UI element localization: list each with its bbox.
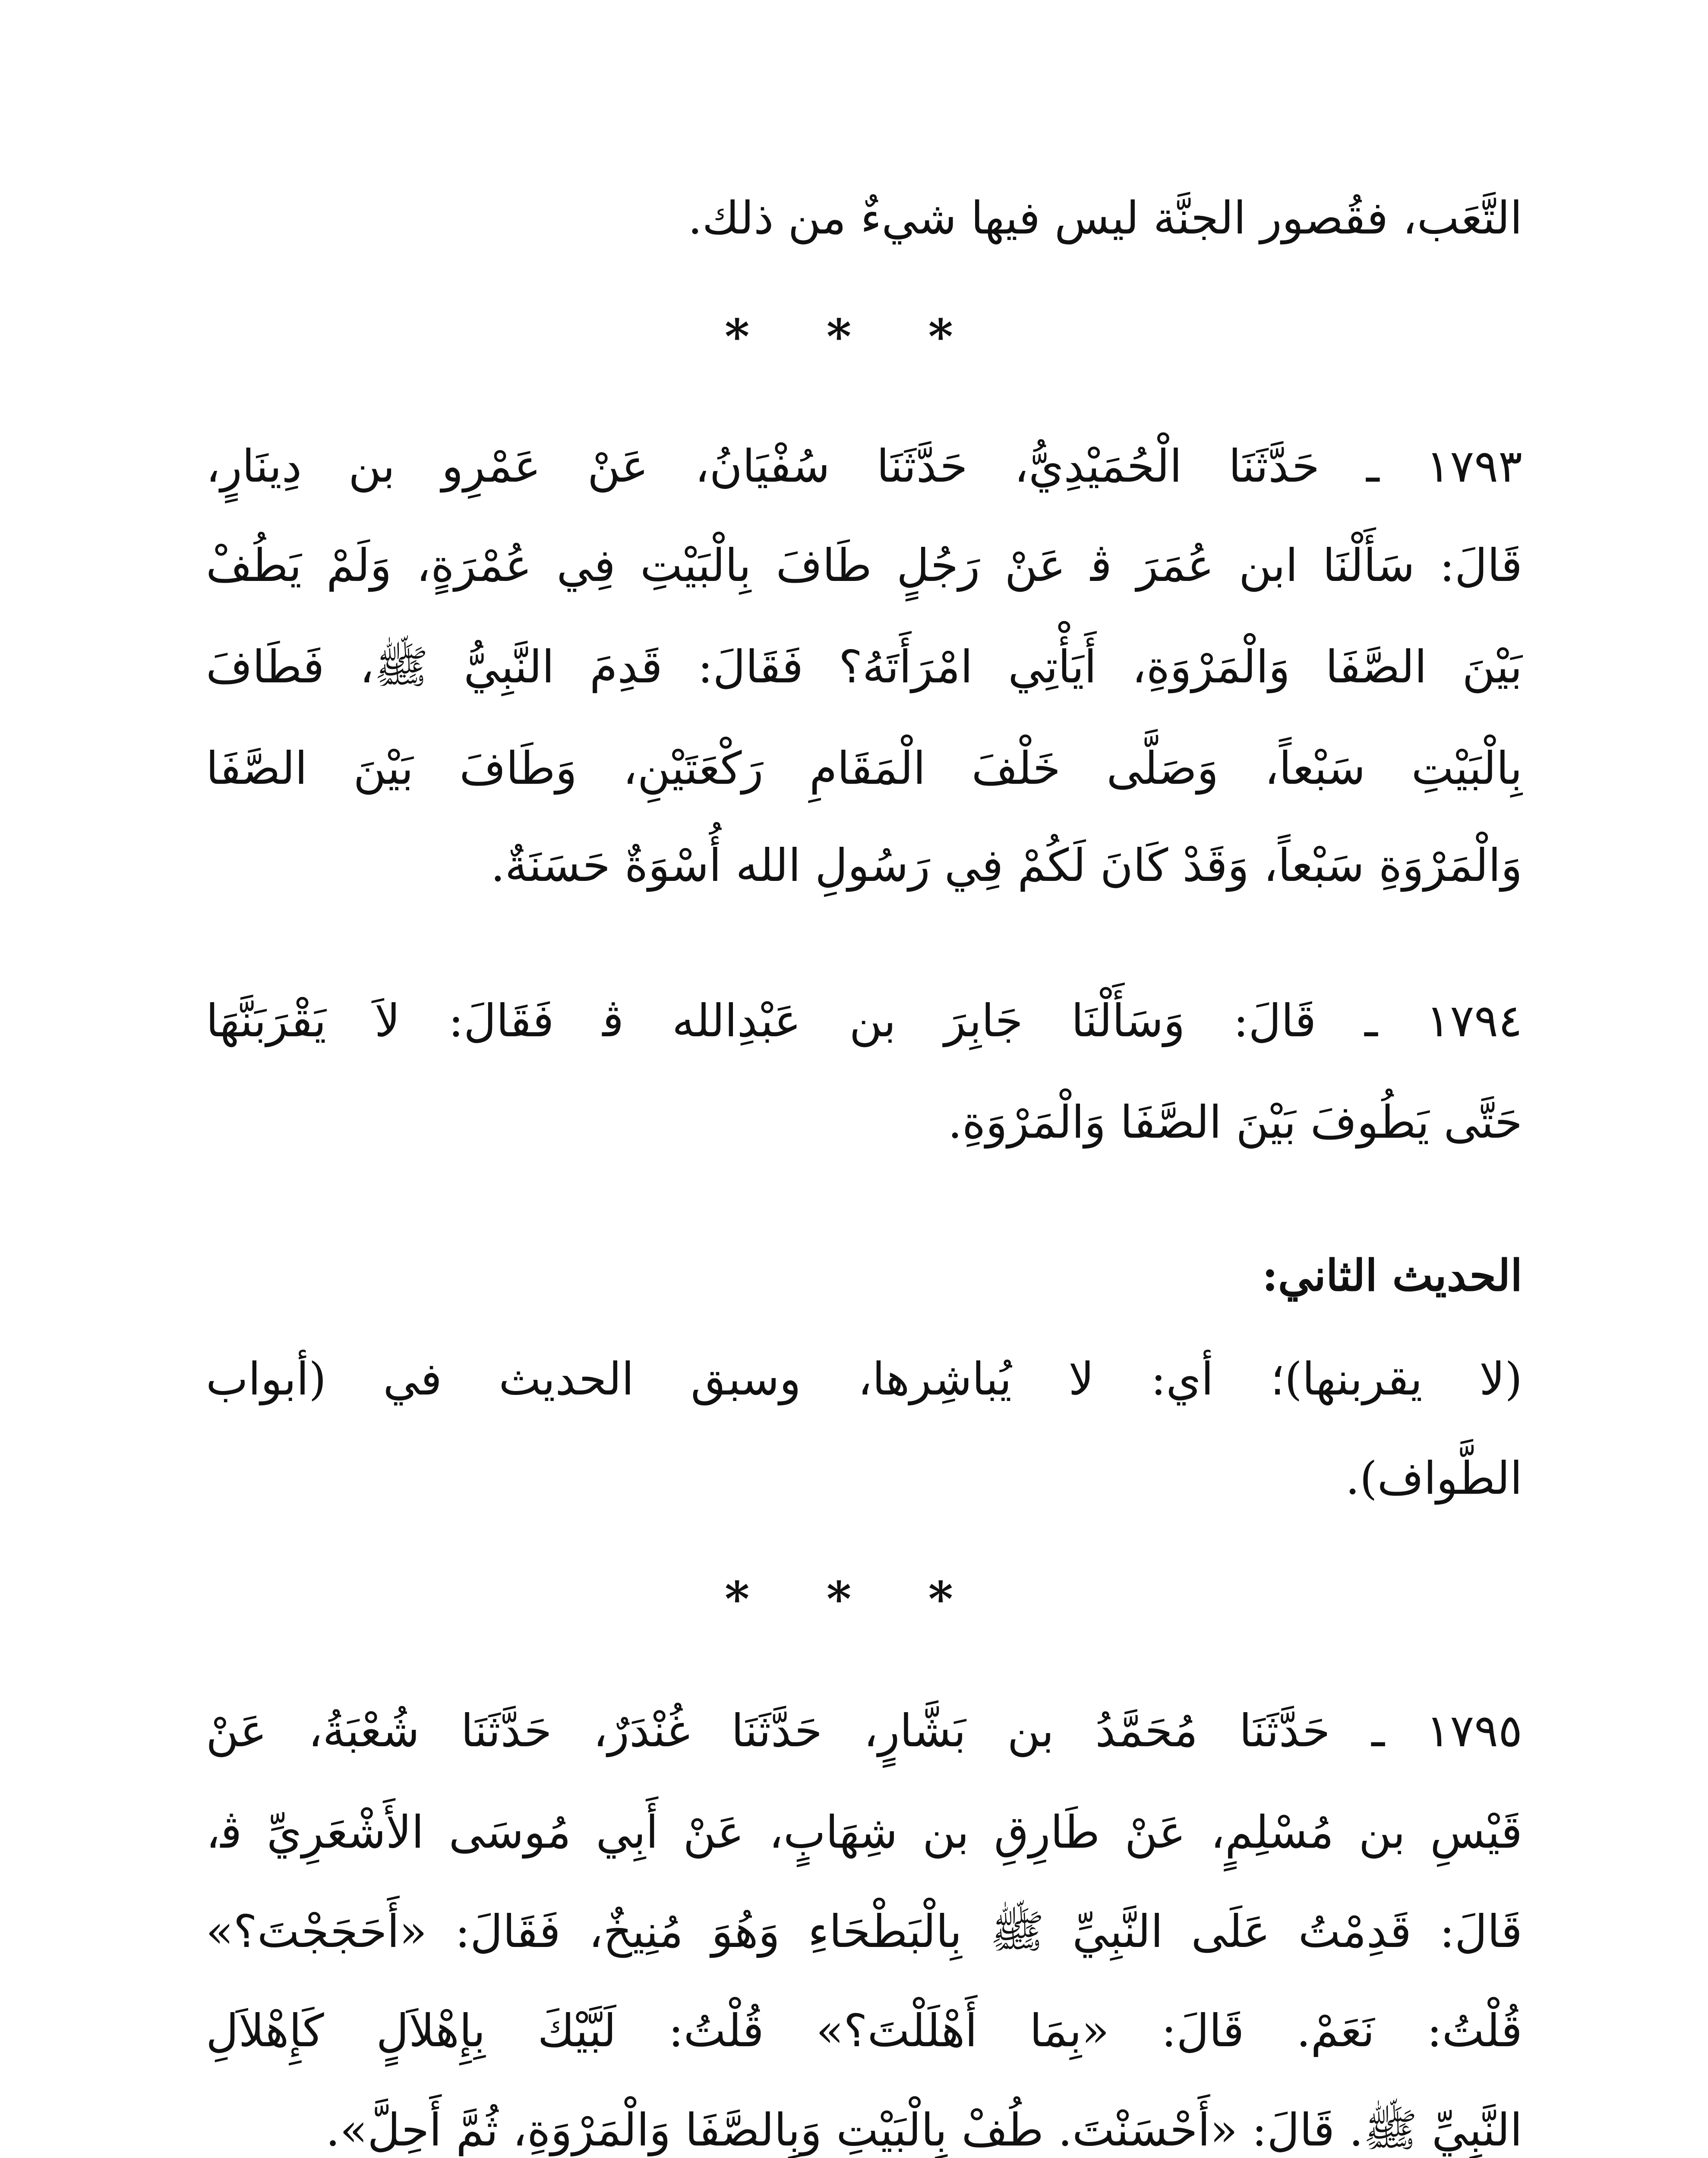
hadith-1794-line-1: ١٧٩٤ ـ قَالَ: وَسَأَلْنَا جَابِرَ بن عَبْدِالله ﭬ فَقَالَ: لاَ يَقْرَبَنَّهَا: [206, 994, 1522, 1047]
hadith-1793-line-5: وَالْمَرْوَةِ سَبْعاً، وَقَدْ كَانَ لَكُمْ فِي رَسُولِ الله أُسْوَةٌ حَسَنَةٌ.: [490, 839, 1522, 892]
hadith-1793-line-2: قَالَ: سَأَلْنَا ابن عُمَرَ ﭬ عَنْ رَجُلٍ طَافَ بِالْبَيْتِ فِي عُمْرَةٍ، وَلَمْ يَطُفْ: [206, 539, 1522, 592]
hadith-1794-line-2: حَتَّى يَطُوفَ بَيْنَ الصَّفَا وَالْمَرْوَةِ.: [947, 1096, 1522, 1148]
hadith-1793-line-4: بِالْبَيْتِ سَبْعاً، وَصَلَّى خَلْفَ الْمَقَامِ رَكْعَتَيْنِ، وَطَافَ بَيْنَ الصَّفَا: [206, 742, 1522, 795]
hadith-1793-line-1: ١٧٩٣ ـ حَدَّثَنَا الْحُمَيْدِيُّ، حَدَّثَنَا سُفْيَانُ، عَنْ عَمْرِو بن دِينَارٍ،: [206, 440, 1522, 492]
commentary-line-1: (لا يقربنها)؛ أي: لا يُباشِرها، وسبق الحديث في (أبواب: [206, 1353, 1522, 1405]
hadith-1795-line-1: ١٧٩٥ ـ حَدَّثَنَا مُحَمَّدُ بن بَشَّارٍ، حَدَّثَنَا غُنْدَرٌ، حَدَّثَنَا شُعْبَةُ، عَنْ: [206, 1704, 1522, 1757]
commentary-heading: الحديث الثاني:: [1262, 1250, 1522, 1301]
section-separator: * * *: [724, 1571, 984, 1627]
hadith-1793-line-3: بَيْنَ الصَّفَا وَالْمَرْوَةِ، أَيَأْتِي امْرَأَتَهُ؟ فَقَالَ: قَدِمَ النَّبِيُّ ﷺ، فَطَافَ: [206, 640, 1522, 693]
hadith-1795-line-2: قَيْسِ بن مُسْلِمٍ، عَنْ طَارِقِ بن شِهَابٍ، عَنْ أَبِي مُوسَى الأَشْعَرِيِّ ﭬ،: [206, 1806, 1522, 1858]
hadith-1795-line-3: قَالَ: قَدِمْتُ عَلَى النَّبِيِّ ﷺ بِالْبَطْحَاءِ وَهُوَ مُنِيخٌ، فَقَالَ: «أَحَجَجْتَ؟»: [206, 1905, 1522, 1958]
commentary-line-2: الطَّواف).: [1345, 1452, 1522, 1505]
hadith-1795-line-5: النَّبِيِّ ﷺ. قَالَ: «أَحْسَنْتَ. طُفْ بِالْبَيْتِ وَبِالصَّفَا وَالْمَرْوَةِ، ثُمَّ أَحِلَّ».: [325, 2104, 1522, 2156]
hadith-1795-line-4: قُلْتُ: نَعَمْ. قَالَ: «بِمَا أَهْلَلْتَ؟» قُلْتُ: لَبَّيْكَ بِإِهْلاَلٍ كَإِهْلاَلِ: [206, 2004, 1522, 2057]
section-separator: * * *: [724, 309, 984, 364]
intro-line: التَّعَب، فقُصور الجنَّة ليس فيها شيءٌ من ذلك.: [688, 192, 1522, 244]
